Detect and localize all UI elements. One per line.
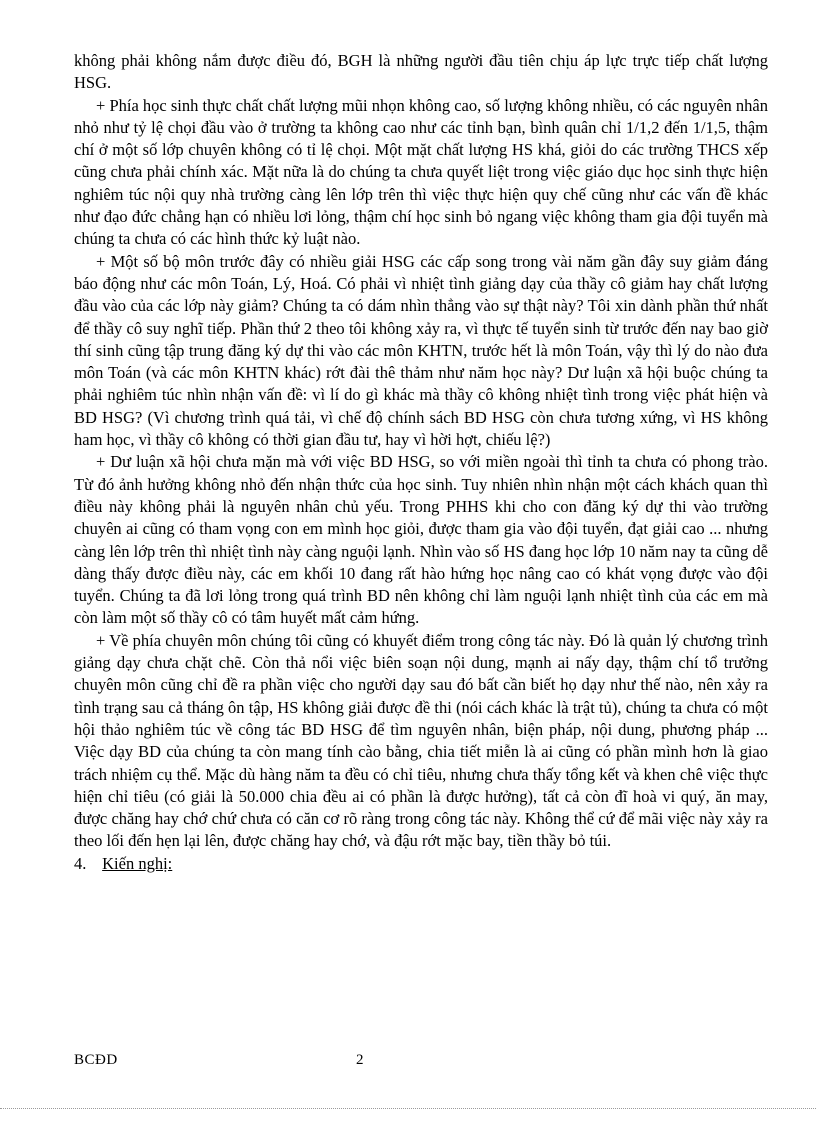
paragraph-continuation: không phải không nắm được điều đó, BGH là những người đầu tiên chịu áp lực trực tiếp chất lượng HSG. [74, 51, 768, 93]
section-number: 4. [74, 853, 87, 873]
section-title: Kiến nghị: [102, 853, 173, 873]
paragraph-student-side: + Phía học sinh thực chất chất lượng mũi nhọn không cao, số lượng không nhiều, có các nguyên nhân nhỏ như tỷ lệ chọi đầu vào ở trường ta không cao như các tỉnh bạn, bình quân chỉ 1/1,2 đến 1/1,5, thậm chí ở một số lớp chuyên không có tỉ lệ chọi. Một mặt chất lượng HS khá, giỏi do các trường THCS xếp cũng chưa phải chính xác. Mặt nữa là do chúng ta chưa quyết liệt trong việc giáo dục học sinh thực hiện nghiêm túc nội quy nhà trường càng lên lớp trên thì việc thực hiện quy chế cũng như các vấn đề khác như đạo đức chẳng hạn có nhiều lơi lỏng, thậm chí học sinh bỏ ngang việc không tham gia đội tuyển mà chúng ta chưa có các hình thức kỷ luật nào. [74, 95, 768, 249]
footer-label: BCĐD [74, 1052, 118, 1068]
body-text [74, 50, 768, 875]
page-number: 2 [356, 1052, 364, 1068]
paragraph-professional-side: + Về phía chuyên môn chúng tôi cũng có khuyết điểm trong công tác này. Đó là quản lý chương trình giảng dạy chưa chặt chẽ. Còn thả nổi việc biên soạn nội dung, mạnh ai nấy dạy, thậm chí tổ trưởng chuyên môn cũng chỉ đề ra phần việc cho người dạy sau đó bất cần biết họ dạy như thế nào, nên xảy ra tình trạng sau cả tháng ôn tập, HS không giải được đề thi (nói cách khác là trật tủ), chúng ta chưa có một hội thảo nghiêm túc về công tác BD HSG để tìm nguyên nhân, biện pháp, nội dung, phương pháp ... Việc dạy BD của chúng ta còn mang tính cào bằng, chia tiết miễn là ai cũng có phần mình hơn là giao trách nhiệm cụ thể. Mặc dù hàng năm ta đều có chỉ tiêu, nhưng chưa thấy tổng kết và khen chê việc thực hiện chỉ tiêu (có giải là 50.000 chia đều ai có phần là được hưởng), tất cả còn đĩ hoà vi quý, ăn may, được chăng hay chớ chứ chưa có căn cơ rõ ràng trong công tác này. Không thể cứ để mãi việc này xảy ra theo lối đến hẹn lại lên, được chăng hay chớ, và đậu rớt mặc bay, tiền thầy bỏ túi. [74, 630, 768, 851]
section-heading-recommendations [74, 853, 768, 875]
footer-divider [0, 1108, 816, 1109]
paragraph-subjects: + Một số bộ môn trước đây có nhiều giải HSG các cấp song trong vài năm gần đây suy giảm đáng báo động như các môn Toán, Lý, Hoá. Có phải vì nhiệt tình giảng dạy của thầy cô giảm hay chất lượng đầu vào của các lớp này giảm? Chúng ta có dám nhìn thẳng vào sự thật này? Tôi xin dành phần thứ nhất để thầy cô suy nghĩ tiếp. Phần thứ 2 theo tôi không xảy ra, vì thực tế tuyển sinh từ trước đến nay bao giờ thí sinh cũng tập trung đăng ký dự thi vào các môn KHTN, trước hết là môn Toán, vậy thì lý do nào đưa môn Toán (và các môn KHTN khác) rớt đài thê thảm như năm học này? Dư luận xã hội buộc chúng ta phải nghiêm túc nhìn nhận vấn đề: vì lí do gì khác mà thầy cô không nhiệt tình trong việc phát hiện và BD HSG? (Vì chương trình quá tải, vì chế độ chính sách BD HSG còn chưa tương xứng, vì HS không ham học, vì thầy cô không có thời gian đầu tư, hay vì hời hợt, chiếu lệ?) [74, 251, 768, 450]
paragraph-public-opinion: + Dư luận xã hội chưa mặn mà với việc BD HSG, so với miền ngoài thì tỉnh ta chưa có phong trào. Từ đó ảnh hưởng không nhỏ đến nhận thức của học sinh. Tuy nhiên nhìn nhận một cách khách quan thì điều này không phải là nguyên nhân chủ yếu. Trong PHHS khi cho con đăng ký dự thi vào trường chuyên ai cũng có tham vọng con em mình học giỏi, được tham gia vào đội tuyển, đạt giải cao ... nhưng càng lên lớp trên thì nhiệt tình này càng nguội lạnh. Nhìn vào số HS đang học lớp 10 năm nay ta cũng dễ dàng thấy được điều này, các em khối 10 đang rất hào hứng học nâng cao có khát vọng được vào đội tuyển. Chúng ta đã lơi lỏng trong quá trình BD nên không chỉ làm nguội lạnh nhiệt tình của các em mà còn làm một số thầy cô có tâm huyết mất cảm hứng. [74, 452, 768, 628]
